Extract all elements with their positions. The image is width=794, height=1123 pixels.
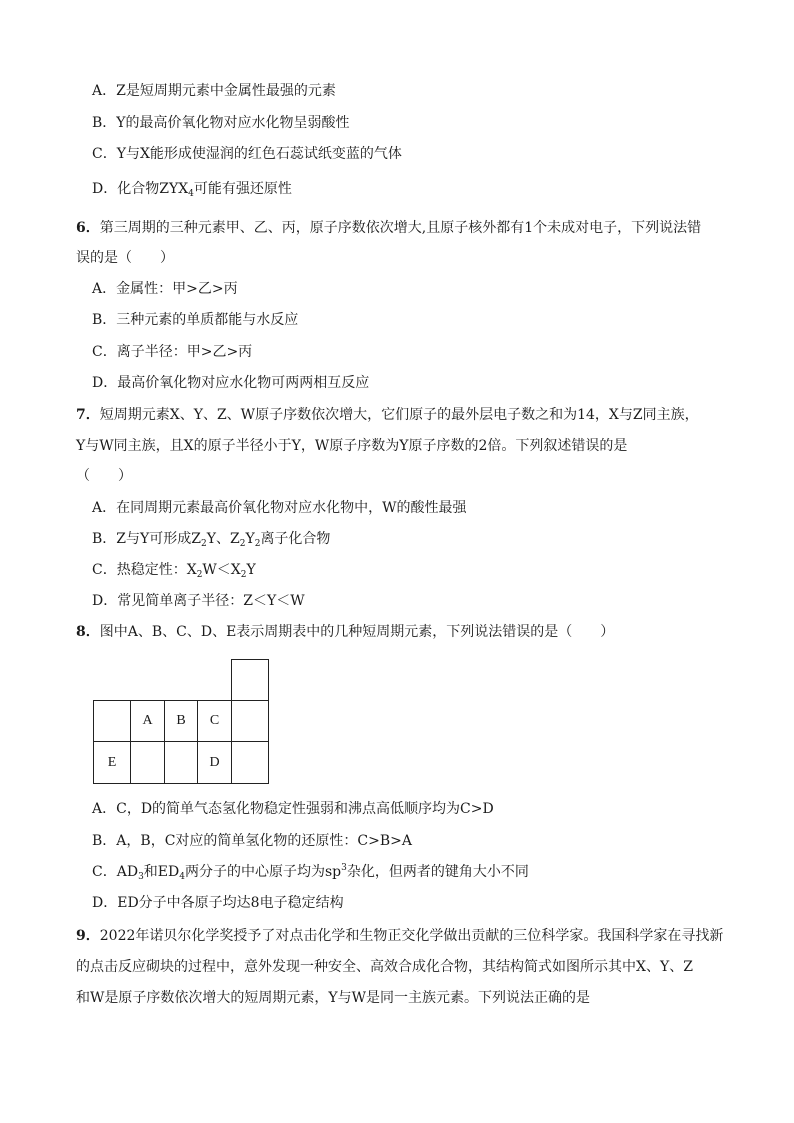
q8-option-b: B．A，B，C对应的简单氢化物的还原性：C>B>A bbox=[92, 833, 412, 849]
table-cell bbox=[164, 741, 198, 784]
q6-option-a: A．金属性：甲>乙>丙 bbox=[92, 281, 238, 297]
q5-option-c: C．Y与X能形成使湿润的红色石蕊试纸变蓝的气体 bbox=[92, 146, 402, 162]
q7-option-c: C．热稳定性：$X_2W<X_2Y$ bbox=[92, 562, 256, 580]
q8-option-c: C．$AD_3$和$ED_4$两分子的中心原子均为$sp^3$杂化，但两者的键角大小不同 bbox=[92, 863, 529, 882]
q9-stem-line2: 的点击反应砌块的过程中，意外发现一种安全、高效合成化合物，其结构简式如图所示其中X、Y、Z bbox=[76, 959, 693, 975]
q9-number: 9． bbox=[76, 928, 100, 944]
q7-option-b: B．Z与Y可形成$Z_2Y$、$Z_2Y_2$离子化合物 bbox=[92, 531, 331, 549]
table-cell bbox=[231, 741, 269, 784]
q7-stem-line2: Y与W同主族，且X的原子半径小于Y，W原子序数为Y原子序数的2倍。下列叙述错误的是 bbox=[76, 438, 628, 454]
q9-stem-line1: 9．2022年诺贝尔化学奖授予了对点击化学和生物正交化学做出贡献的三位科学家。我国科学家在寻找新 bbox=[76, 928, 724, 944]
q7-number: 7． bbox=[76, 407, 100, 423]
q7-stem-line3: （ ） bbox=[76, 468, 132, 484]
q8-option-a: A．C，D的简单气态氢化物稳定性强弱和沸点高低顺序均为C>D bbox=[92, 801, 494, 817]
q7-option-a: A．在同周期元素最高价氧化物对应水化物中，W的酸性最强 bbox=[92, 500, 467, 516]
table-cell bbox=[130, 741, 165, 784]
q8-option-d: D．ED分子中各原子均达8电子稳定结构 bbox=[92, 895, 344, 911]
table-cell-a: A bbox=[130, 700, 165, 742]
q6-option-b: B．三种元素的单质都能与水反应 bbox=[92, 312, 299, 328]
table-cell bbox=[93, 700, 131, 742]
q7-stem-line1: 7．短周期元素X、Y、Z、W原子序数依次增大，它们原子的最外层电子数之和为14，X与Z同主族， bbox=[76, 407, 699, 423]
table-cell-top-extra bbox=[231, 659, 269, 701]
q6-stem-line2: 误的是（ ） bbox=[76, 250, 174, 266]
table-cell-c: C bbox=[197, 700, 232, 742]
q6-stem-line1: 6．第三周期的三种元素甲、乙、丙，原子序数依次增大,且原子核外都有1个未成对电子，下列说法错 bbox=[76, 220, 702, 236]
q8-number: 8． bbox=[76, 624, 100, 640]
table-cell-d: D bbox=[197, 741, 232, 784]
q6-number: 6． bbox=[76, 220, 100, 236]
q9-stem-line3: 和W是原子序数依次增大的短周期元素，Y与W是同一主族元素。下列说法正确的是 bbox=[76, 990, 591, 1006]
q5-option-a: A．Z是短周期元素中金属性最强的元素 bbox=[92, 83, 336, 99]
q5-option-b: B．Y的最高价氧化物对应水化物呈弱酸性 bbox=[92, 115, 350, 131]
q7-option-d: D．常见简单离子半径：Z＜Y＜W bbox=[92, 593, 305, 609]
q5-option-d: D．化合物$ZYX_4$可能有强还原性 bbox=[92, 181, 292, 199]
table-cell-e: E bbox=[93, 741, 131, 784]
q6-option-d: D．最高价氧化物对应水化物可两两相互反应 bbox=[92, 375, 370, 391]
table-cell-b: B bbox=[164, 700, 198, 742]
q8-stem-line1: 8．图中A、B、C、D、E表示周期表中的几种短周期元素，下列说法错误的是（ ） bbox=[76, 624, 615, 640]
q6-option-c: C．离子半径：甲>乙>丙 bbox=[92, 344, 253, 360]
periodic-table-figure bbox=[93, 659, 269, 784]
table-cell bbox=[231, 700, 269, 742]
